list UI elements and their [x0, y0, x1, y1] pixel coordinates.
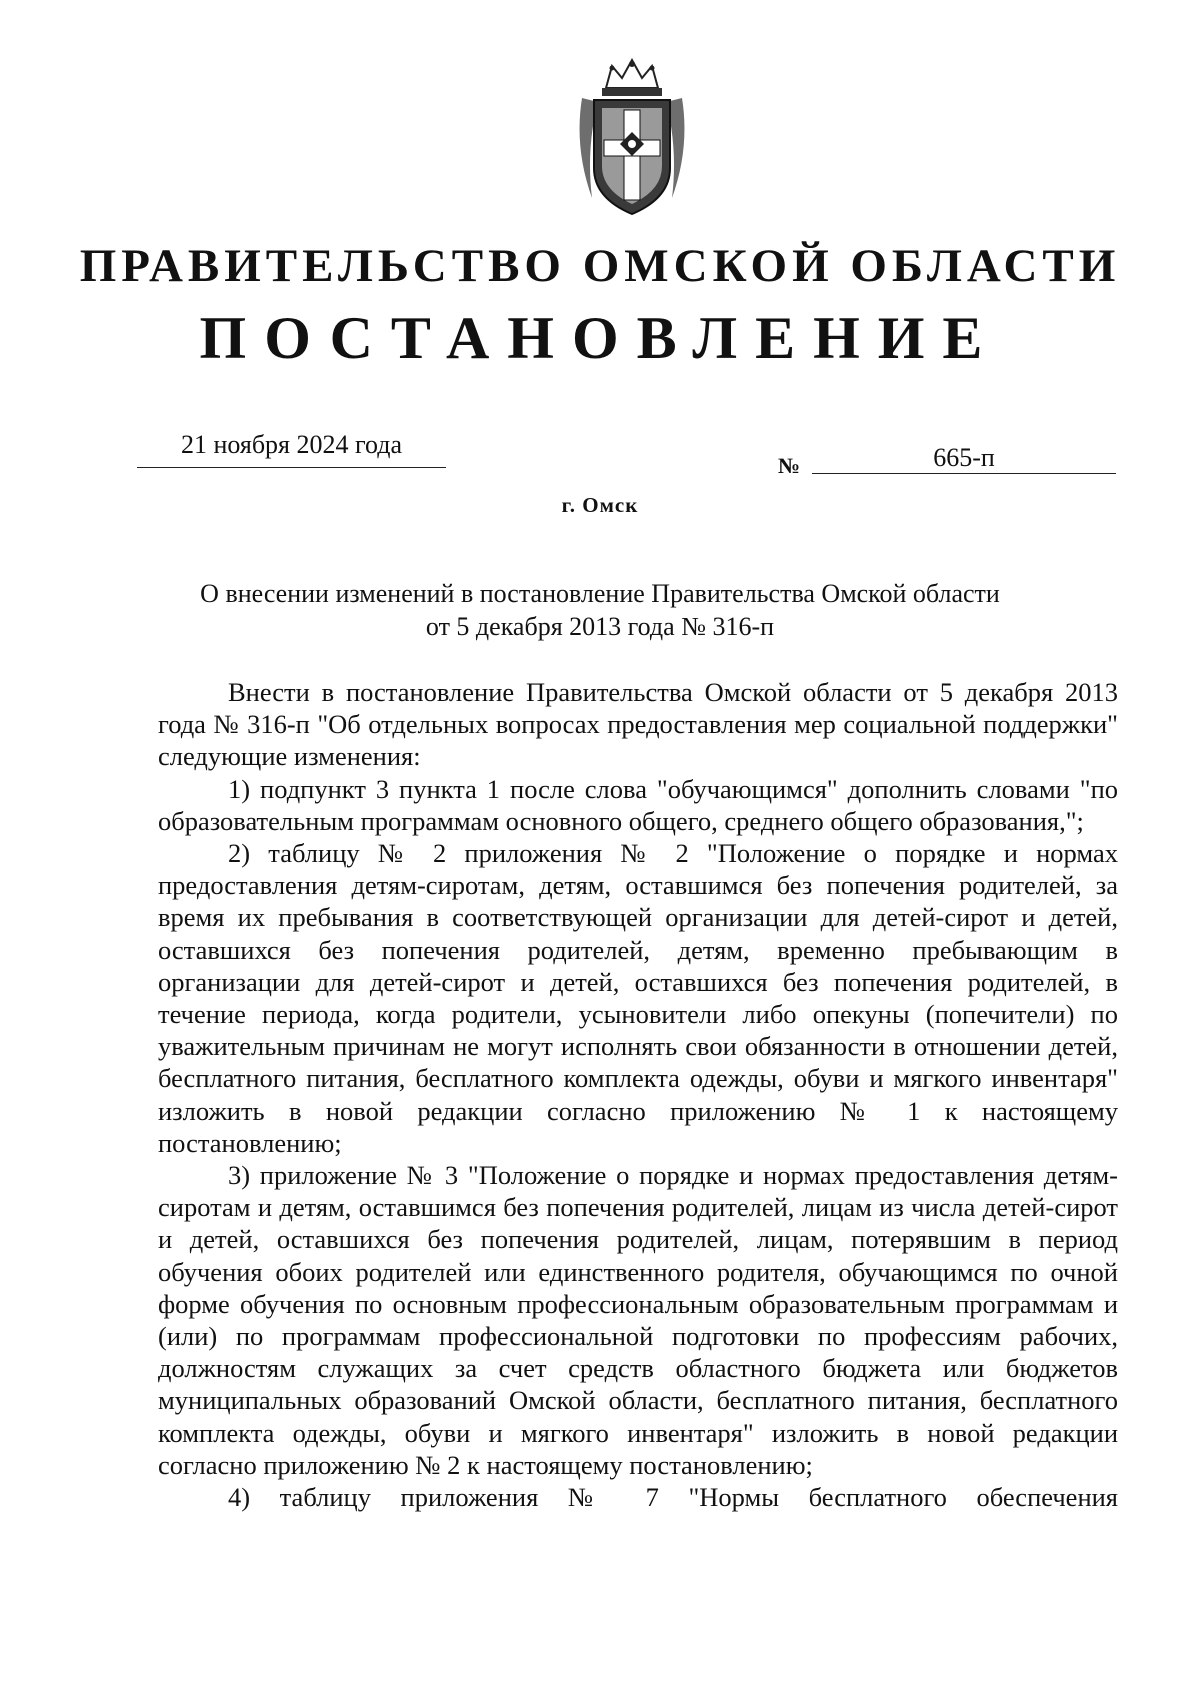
document-subject	[120, 577, 1080, 643]
subject-line-1: О внесении изменений в постановление Правительства Омской области	[200, 579, 1000, 608]
document-number: 665-п	[933, 443, 995, 472]
number-sign: №	[778, 453, 801, 478]
item-3-paragraph: 3) приложение № 3 "Положение о порядке и нормах предоставления детям-сиротам и детям, оставшимся без попечения родителей, лицам из числа детей-сирот и детей, оставшихся без попечения родителей, лицам, потерявшим в период обучения обоих родителей или единственного родителя, обучающимся по очной форме обучения по основным профессиональным образовательным программам и (или) по программам профессиональной подготовки по профессиям рабочих, должностям служащих за счет средств областного бюджета или бюджетов муниципальных образований Омской области, бесплатного питания, бесплатного комплекта одежды, обуви и мягкого инвентаря" изложить в новой редакции согласно приложению № 2 к настоящему постановлению;	[158, 1160, 1118, 1480]
city-label: г. Омск	[561, 493, 639, 517]
coat-of-arms-icon	[572, 58, 692, 218]
intro-paragraph: Внести в постановление Правительства Омской области от 5 декабря 2013 года № 316-п "Об отдельных вопросах предоставления мер социальной поддержки" следующие изменения:	[158, 677, 1118, 772]
number-underline	[812, 473, 1116, 474]
document-date: 21 ноября 2024 года	[180, 430, 403, 459]
item-4-paragraph: 4) таблицу приложения № 7 "Нормы бесплатного обеспечения	[228, 1482, 1118, 1513]
date-underline	[137, 467, 446, 468]
item-1-paragraph: 1) подпункт 3 пункта 1 после слова "обучающимся" дополнить словами "по образовательным программам основного общего, среднего общего образования,";	[158, 773, 1118, 836]
government-name: ПРАВИТЕЛЬСТВО ОМСКОЙ ОБЛАСТИ	[79, 240, 1121, 292]
item-2-paragraph: 2) таблицу № 2 приложения № 2 "Положение о порядке и нормах предоставления детям-сиротам, детям, оставшимся без попечения родителей, за время их пребывания в соответствующей организации для детей-сирот и детей, оставшихся без попечения родителей, детям, временно пребывающим в организации для детей-сирот и детей, оставшихся без попечения родителей, в течение периода, когда родители, усыновители либо опекуны (попечители) по уважительным причинам не могут исполнять свои обязанности в отношении детей, бесплатного питания, бесплатного комплекта одежды, обуви и мягкого инвентаря" изложить в новой редакции согласно приложению № 1 к настоящему постановлению;	[158, 838, 1118, 1158]
document-body	[158, 676, 1118, 1513]
document-type-title: ПОСТАНОВЛЕНИЕ	[199, 305, 1001, 371]
subject-line-2: от 5 декабря 2013 года № 316-п	[425, 612, 775, 641]
